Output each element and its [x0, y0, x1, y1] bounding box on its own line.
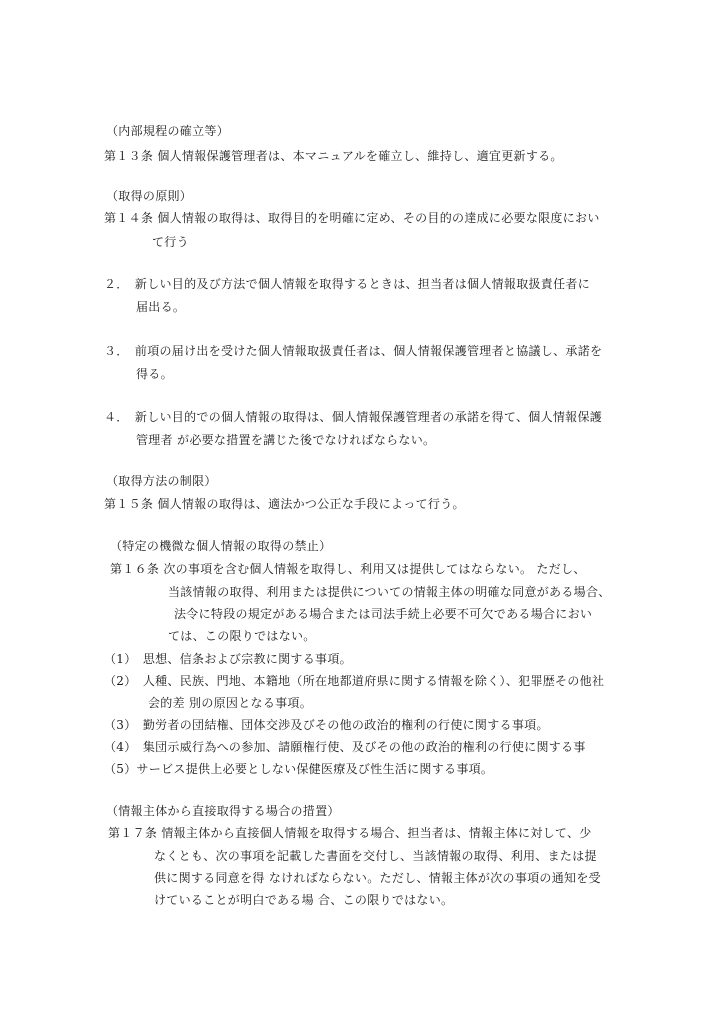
article-14-para-4-line-1: ４． 新しい目的での個人情報の取得は、個人情報保護管理者の承諾を得て、個人情報保護	[104, 410, 603, 424]
article-14-para-3-line-2: 得る。	[136, 367, 173, 381]
article-17-line-4: けていることが明白である場 合、この限りではない。	[154, 893, 454, 907]
article-16-item-3: （3） 勤労者の団結権、団体交渉及びその他の政治的権利の行使に関する事項。	[104, 718, 549, 732]
article-14-para-2-line-2: 届出る。	[136, 300, 186, 314]
article-16-item-5: （5）サービス提供上必要としない保健医療及び性生活に関する事項。	[104, 762, 494, 776]
article-15-line-1: 第１５条 個人情報の取得は、適法かつ公正な手段によって行う。	[104, 497, 465, 511]
article-16-line-1: 第１６条 次の事項を含む個人情報を取得し、利用又は提供してはならない。 ただし、	[110, 562, 586, 576]
article-16-line-3: 法令に特段の規定がある場合または司法手続上必要不可欠である場合におい	[174, 607, 593, 621]
article-17-line-2: なくとも、次の事項を記載した書面を交付し、当該情報の取得、利用、または提	[154, 849, 597, 863]
article-16-item-1: （1） 思想、信条および宗教に関する事項。	[104, 652, 352, 666]
section-heading-14: （取得の原則）	[106, 189, 193, 203]
section-heading-16: （特定の機微な個人情報の取得の禁止）	[110, 539, 332, 553]
article-14-para-2-line-1: ２． 新しい目的及び方法で個人情報を取得するときは、担当者は個人情報取扱責任者に	[104, 277, 591, 291]
article-16-item-2-line-1: （2） 人種、民族、門地、本籍地（所在地都道府県に関する情報を除く）、犯罪歴その他社	[104, 674, 605, 688]
article-16-line-4: ては、この限りではない。	[168, 629, 316, 643]
article-16-item-4: （4） 集団示威行為への参加、請願権行使、及びその他の政治的権利の行使に関する事	[104, 740, 586, 754]
article-17-line-3: 供に関する同意を得 なければならない。ただし、情報主体が次の事項の通知を受	[154, 871, 601, 885]
article-14-para-4-line-2: 管理者 が必要な措置を講じた後でなければならない。	[136, 433, 436, 447]
section-heading-15: （取得方法の制限）	[106, 474, 217, 488]
section-heading-13: （内部規程の確立等）	[106, 124, 230, 138]
article-13-line-1: 第１３条 個人情報保護管理者は、本マニュアルを確立し、維持し、適宜更新する。	[104, 149, 563, 163]
section-heading-17: （情報主体から直接取得する場合の措置）	[106, 804, 340, 818]
article-14-line-1: 第１４条 個人情報の取得は、取得目的を明確に定め、その目的の達成に必要な限度におい	[104, 211, 600, 225]
article-14-line-2: て行う	[152, 235, 189, 249]
article-16-line-2: 当該情報の取得、利用または提供についての情報主体の明確な同意がある場合、	[168, 585, 611, 599]
article-16-item-2-line-2: 会的差 別の原因となる事項。	[148, 696, 313, 710]
article-17-line-1: 第１７条 情報主体から直接個人情報を取得する場合、担当者は、情報主体に対して、少	[108, 826, 592, 840]
article-14-para-3-line-1: ３． 前項の届け出を受けた個人情報取扱責任者は、個人情報保護管理者と協議し、承諾を	[104, 344, 603, 358]
